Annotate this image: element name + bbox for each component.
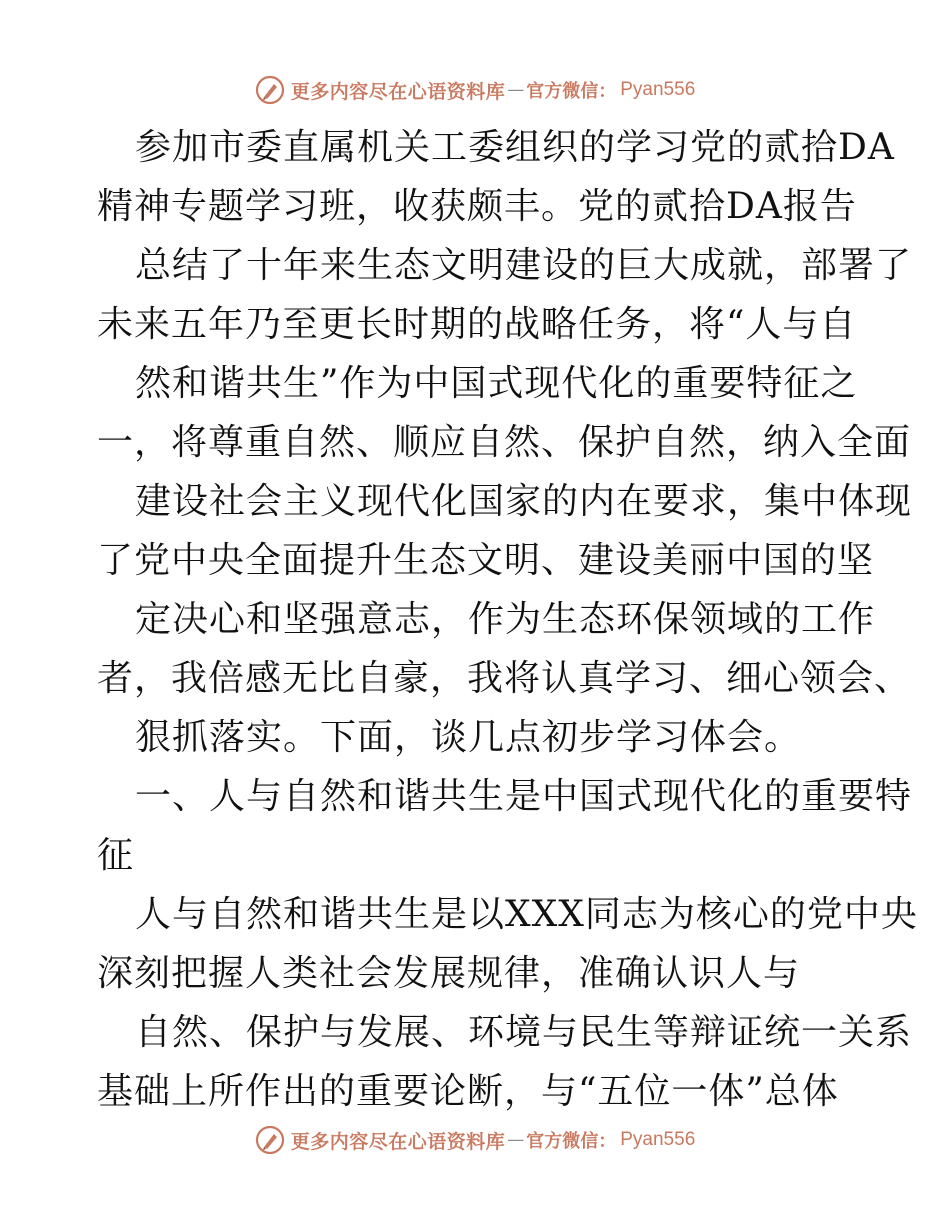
- text-line: 者，我倍感无比自豪，我将认真学习、细心领会、: [97, 658, 912, 699]
- watermark-site-name: 更多内容尽在心语资料库: [290, 1130, 506, 1153]
- text-line: 狠抓落实。下面，谈几点初步学习体会。: [135, 717, 802, 758]
- watermark-official-label: 官方微信：: [526, 81, 617, 102]
- footer-watermark: [0, 1122, 950, 1158]
- watermark-wechat-id: Pyan556: [620, 79, 696, 100]
- watermark-site-name: 更多内容尽在心语资料库: [290, 80, 506, 103]
- text-line: 了党中央全面提升生态文明、建设美丽中国的坚: [97, 540, 875, 581]
- text-line: 一，将尊重自然、顺应自然、保护自然，纳入全面: [97, 422, 912, 463]
- text-line: 参加市委直属机关工委组织的学习党的贰拾DA: [135, 127, 895, 168]
- text-line: 定决心和坚强意志，作为生态环保领域的工作: [135, 599, 876, 640]
- text-line: 自然、保护与发展、环境与民生等辩证统一关系: [135, 1012, 913, 1053]
- watermark-wechat-id: Pyan556: [620, 1129, 696, 1150]
- watermark-separator: —: [507, 1130, 525, 1150]
- text-line: 精神专题学习班，收获颇丰。党的贰拾DA报告: [97, 186, 857, 227]
- pen-logo-icon: [255, 75, 285, 105]
- text-line: 未来五年乃至更长时期的战略任务，将“人与自: [97, 304, 857, 345]
- text-line: 人与自然和谐共生是以XXX同志为核心的党中央: [135, 894, 918, 935]
- text-line: 基础上所作出的重要论断，与“五位一体”总体: [97, 1071, 839, 1112]
- watermark-separator: —: [507, 80, 525, 100]
- header-watermark: [0, 72, 950, 108]
- text-line: 深刻把握人类社会发展规律，准确认识人与: [97, 953, 801, 994]
- text-line: 建设社会主义现代化国家的内在要求，集中体现: [135, 481, 913, 522]
- section-heading-line: 一、人与自然和谐共生是中国式现代化的重要特: [135, 776, 913, 817]
- section-heading-line: 征: [97, 835, 135, 876]
- text-line: 总结了十年来生态文明建设的巨大成就，部署了: [135, 245, 913, 286]
- watermark-official-label: 官方微信：: [526, 1131, 617, 1152]
- pen-logo-icon: [255, 1125, 285, 1155]
- text-line: 然和谐共生”作为中国式现代化的重要特征之: [135, 363, 858, 404]
